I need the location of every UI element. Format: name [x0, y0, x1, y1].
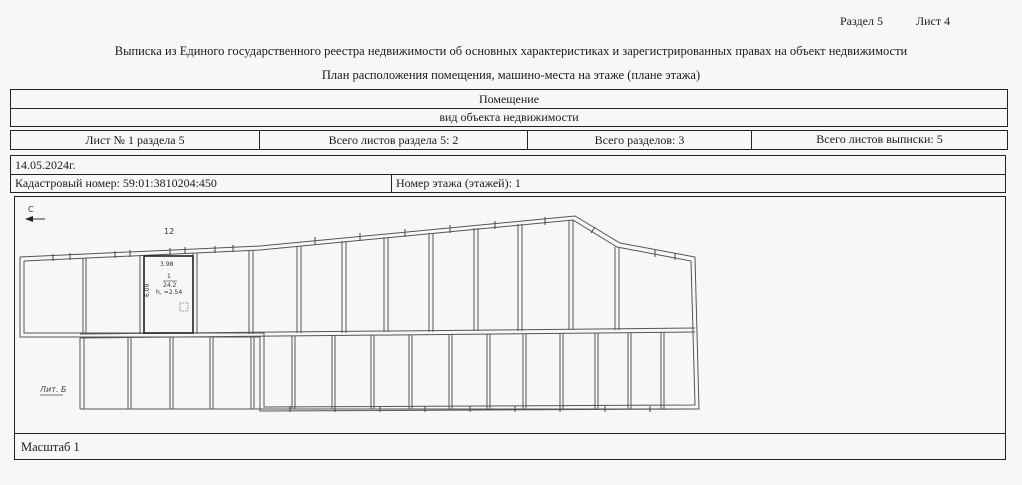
total-sheets-extract: Всего листов выписки: 5: [751, 131, 1007, 149]
floor-number: Номер этажа (этажей): 1: [391, 175, 691, 192]
svg-text:1: 1: [167, 273, 171, 280]
north-arrow-icon: [25, 205, 45, 222]
bottom-row-partitions: [128, 332, 664, 409]
cadastral-number: Кадастровый номер: 59:01:3810204:450: [15, 176, 217, 190]
object-type: Помещение: [478, 91, 540, 106]
total-sheets-section: Всего листов раздела 5: 2: [259, 131, 527, 149]
room-1-labels: [144, 261, 188, 311]
svg-text:6.09: 6.09: [144, 283, 151, 297]
floor-plan-box: [14, 196, 1006, 460]
svg-text:h꜀ =2.54: h꜀ =2.54: [156, 289, 183, 296]
svg-text:3.98: 3.98: [160, 261, 174, 268]
sheet-info-row: [10, 130, 1008, 150]
floor-plan-drawing: [15, 197, 1005, 433]
object-type-box: [10, 89, 1008, 127]
scale-label: Масштаб 1: [15, 433, 1005, 460]
room-number-top: 12: [164, 227, 175, 236]
sheet-number: Лист 4: [916, 14, 951, 28]
plan-title: План расположения помещения, машино-места на этаже (плане этажа): [321, 68, 701, 82]
total-sections: Всего разделов: 3: [527, 131, 751, 149]
object-type-caption: вид объекта недвижимости: [11, 108, 1007, 126]
building-letter: Лит. Б: [40, 385, 67, 394]
cadastral-box: [10, 155, 1006, 193]
svg-text:С: С: [28, 205, 34, 214]
document-title: Выписка из Единого государственного реестра недвижимости об основных характеристиках и зарегистрированных правах на объект недвижимости: [114, 44, 908, 58]
extract-date: 14.05.2024г.: [15, 157, 76, 172]
svg-text:24.2: 24.2: [163, 282, 177, 289]
building-outline: [20, 216, 699, 411]
window-marks: [53, 217, 675, 412]
section-number: Раздел 5: [840, 14, 883, 28]
sheet-of-section: Лист № 1 раздела 5: [85, 132, 185, 147]
